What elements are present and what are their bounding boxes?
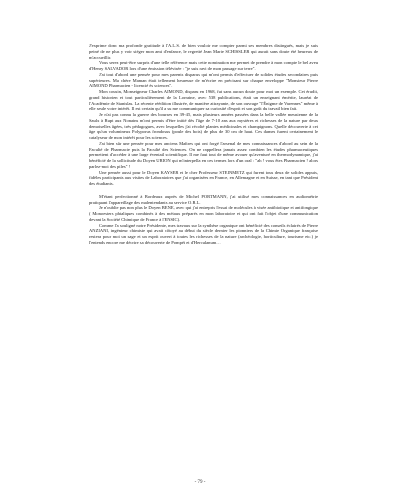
paragraph-bene: Je n'oublie pas non plus le Doyen BENE, avec qui j'ai entrepris l'essai de molécules à visée antibiotique et antifongique ( Monoesters phtaliques combinés à des métaux préparés en mon laboratoire et qui ont fait l'objet d'une communication devant la Société Chimique de France à l'ENSIC).	[89, 205, 318, 222]
paragraph-masters: J'ai bien sûr une pensée pour mes anciens Maîtres qui ont forgé l'arsenal de mes connaissances d'abord au sein de la Faculté de Pharmacie puis la Faculté des Sciences. On ne rappellera jamais assez combien les études pharmaceutiques permettent d'accéder à une large éventail scientifique. Il me faut tout de même avouer qu'aventuré en thermodynamique, j'ai bénéficié de la sollicitude du Doyen URION qui m'interpella en ces termes lors d'un oral : "ah ! vous êtes Pharmacien ! alors parlez-moi des piles" !	[89, 140, 318, 169]
paragraph-parents: J'ai tout d'abord une pensée pour mes parents disparus qui m'ont permis d'effectuer de solides études secondaires puis supérieures. Ma chère Maman était tellement heureuse de m'écrire en précisant sur chaque enveloppe "Monsieur Pierre AIMOND Pharmacien - licencié ès sciences".	[89, 71, 318, 89]
paragraph-salvador: Vous serez peut-être surpris d'une telle référence mais cette nomination me permet de prendre à mon compte le bel aveu d'Henry SALVADOR lors d'une émission télévisée : "je suis ravi de mon passage sur terre".	[89, 60, 318, 71]
paragraph-kayser: Une pensée aussi pour le Doyen KAYSER et le cher Professeur STEINMETZ qui furent tous deux de solides appuis, fidèles participants aux visites de Laboratoires que j'ai organisées en France, en Allemagne et en Suisse, en tant que Président des étudiants.	[89, 169, 318, 186]
paragraph-anziani: Comme l'a souligné notre Présidente, mes travaux sur la synthèse organique ont bénéficié des conseils éclairés de Pierre ANZIANI, ingénieur chimiste qui avait côtoyé au début du siècle dernier les pionniers de la Chimie Organique française restera pour moi un sage et un esprit ouvert à toutes les richesses de la nature (archéologie, horticulture, tourisme etc.) je l'entends encore me décrire sa découverte de Pompéi et d'Herculanum…	[89, 222, 318, 245]
paragraph-gap	[89, 187, 318, 194]
paragraph-childhood: Je n'ai pas connu la guerre des bourses en 39-45, mais plusieurs années passées dans la belle vallée meusienne de la Saulx à Rupt aux Nonains m'ont permis d'être initié dès l'âge de 7-10 ans aux mystères et richesses de la nature par deux demoiselles âgées, très pédagogues, avec lesquelles j'ai récolté plantes médicinales et champignons. Quelle découverte à cet âge qu'un volumineux Polyporus frondosus (poule des bois) de plus de 30 cm de haut. Ces dames furent certainement le catalyseur de mon intérêt pour les sciences.	[89, 112, 318, 140]
paragraph-gratitude: J'exprime donc ma profonde gratitude à l'A.L.S. de bien vouloir me compter parmi ses membres distingués, mais je suis peiné de ne plus y voir siéger mon ami d'enfance, le regretté Jean Marie SCHISSLER qui aurait sans doute été heureux de m'accueillir.	[89, 43, 318, 60]
paragraph-portmann: M'étant perfectionné à Bordeaux auprès de Michel PORTMANN, j'ai utilisé mes connaissances en audiométrie pratiquant l'appareillage des malentendants au service O.R.L.	[89, 193, 318, 205]
page-number: - 79 -	[194, 480, 206, 485]
paragraph-cousin: Mon cousin, Monseigneur Charles AIMOND, disparu en 1968, fut sans aucun doute pour moi un exemple. Cet érudit, grand historien et tout particulièrement de la Lorraine, avec 538 publications, était un enseignant émérite, lauréat de l'Académie de Stanislas. La récente réédition illustrée, de manière attrayante, de son ouvrage "l'Énigme de Varennes" même à elle seule votre intérêt. Il est certain qu'il a su me communiquer sa curiosité d'esprit et son goût du travail bien fait.	[89, 89, 318, 112]
